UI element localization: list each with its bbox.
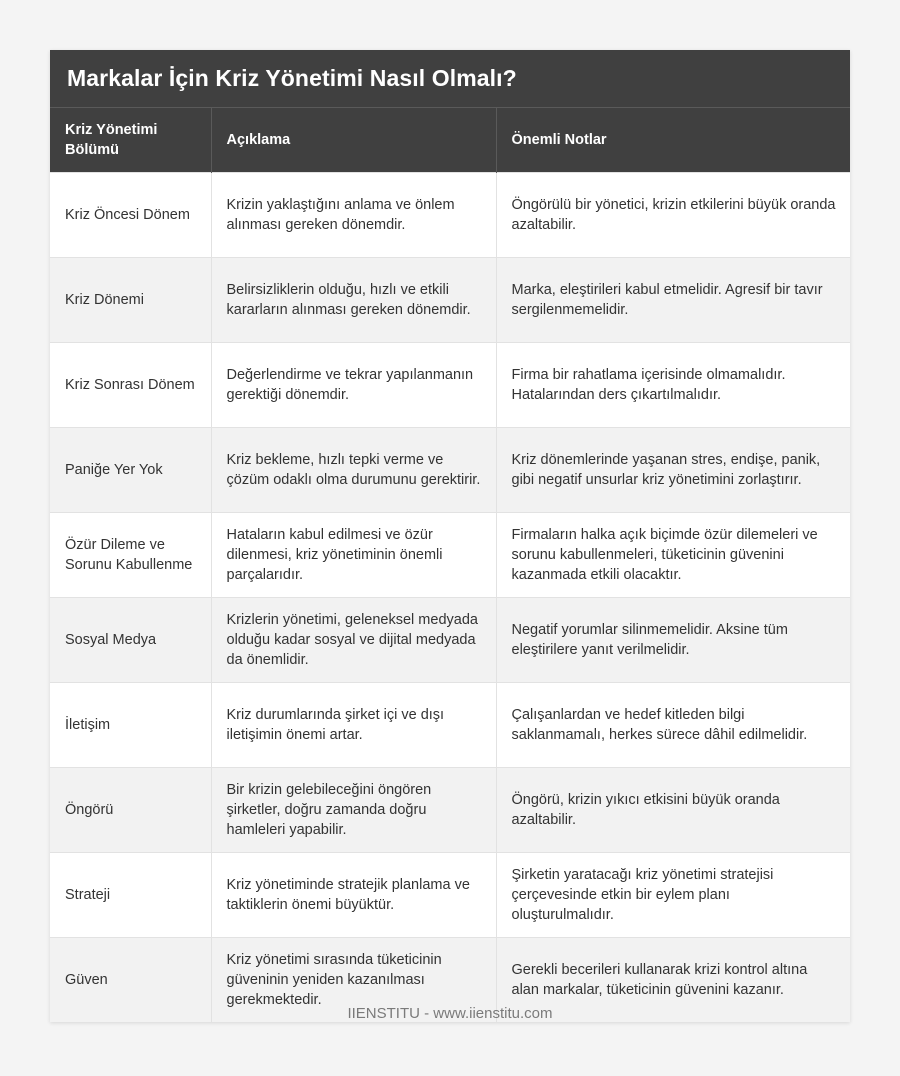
cell-notes: Şirketin yaratacağı kriz yönetimi stratejisi çerçevesinde etkin bir eylem planı oluşturulmalıdır. xyxy=(496,852,850,937)
table-header xyxy=(50,108,850,172)
crisis-management-table xyxy=(50,108,850,1022)
table-row xyxy=(50,767,850,852)
page-title: Markalar İçin Kriz Yönetimi Nasıl Olmalı? xyxy=(67,65,517,91)
cell-description: Kriz bekleme, hızlı tepki verme ve çözüm odaklı olma durumunu gerektirir. xyxy=(211,427,496,512)
table-row xyxy=(50,512,850,597)
footer-credit: IIENSTITU - www.iienstitu.com xyxy=(347,1005,553,1022)
cell-description: Belirsizliklerin olduğu, hızlı ve etkili kararların alınması gereken dönemdir. xyxy=(211,257,496,342)
table-row xyxy=(50,257,850,342)
cell-section: Kriz Sonrası Dönem xyxy=(50,342,211,427)
header-description: Açıklama xyxy=(211,108,496,172)
cell-notes: Firmaların halka açık biçimde özür dilemeleri ve sorunu kabullenmeleri, tüketicinin güvenini kazanmada etkili olacaktır. xyxy=(496,512,850,597)
cell-description: Krizin yaklaştığını anlama ve önlem alınması gereken dönemdir. xyxy=(211,172,496,257)
cell-notes: Gerekli becerileri kullanarak krizi kontrol altına alan markalar, tüketicinin güvenini kazanır. xyxy=(496,937,850,1022)
cell-section: Özür Dileme ve Sorunu Kabullenme xyxy=(50,512,211,597)
cell-description: Kriz durumlarında şirket içi ve dışı iletişimin önemi artar. xyxy=(211,682,496,767)
cell-description: Değerlendirme ve tekrar yapılanmanın gerektiği dönemdir. xyxy=(211,342,496,427)
cell-description: Kriz yönetimi sırasında tüketicinin güveninin yeniden kazanılması gerekmektedir. xyxy=(211,937,496,1022)
table-row xyxy=(50,682,850,767)
table-row xyxy=(50,427,850,512)
cell-description: Krizlerin yönetimi, geleneksel medyada olduğu kadar sosyal ve dijital medyada da önemlidir. xyxy=(211,597,496,682)
cell-section: Sosyal Medya xyxy=(50,597,211,682)
header-section: Kriz Yönetimi Bölümü xyxy=(50,108,211,172)
cell-section: Kriz Dönemi xyxy=(50,257,211,342)
cell-description: Kriz yönetiminde stratejik planlama ve taktiklerin önemi büyüktür. xyxy=(211,852,496,937)
header-notes: Önemli Notlar xyxy=(496,108,850,172)
cell-description: Hataların kabul edilmesi ve özür dilenmesi, kriz yönetiminin önemli parçalarıdır. xyxy=(211,512,496,597)
cell-notes: Kriz dönemlerinde yaşanan stres, endişe, panik, gibi negatif unsurlar kriz yönetimini zorlaştırır. xyxy=(496,427,850,512)
cell-section: Paniğe Yer Yok xyxy=(50,427,211,512)
table-row xyxy=(50,597,850,682)
cell-section: Güven xyxy=(50,937,211,1022)
cell-notes: Öngörü, krizin yıkıcı etkisini büyük oranda azaltabilir. xyxy=(496,767,850,852)
cell-notes: Negatif yorumlar silinmemelidir. Aksine tüm eleştirilere yanıt verilmelidir. xyxy=(496,597,850,682)
table-row xyxy=(50,852,850,937)
cell-section: Öngörü xyxy=(50,767,211,852)
crisis-management-card xyxy=(50,50,850,1022)
table-row xyxy=(50,172,850,257)
cell-section: İletişim xyxy=(50,682,211,767)
cell-notes: Firma bir rahatlama içerisinde olmamalıdır. Hatalarından ders çıkartılmalıdır. xyxy=(496,342,850,427)
cell-section: Strateji xyxy=(50,852,211,937)
cell-notes: Öngörülü bir yönetici, krizin etkilerini büyük oranda azaltabilir. xyxy=(496,172,850,257)
table-body xyxy=(50,172,850,1022)
title-bar xyxy=(50,50,850,108)
cell-notes: Marka, eleştirileri kabul etmelidir. Agresif bir tavır sergilenmemelidir. xyxy=(496,257,850,342)
cell-description: Bir krizin gelebileceğini öngören şirketler, doğru zamanda doğru hamleleri yapabilir. xyxy=(211,767,496,852)
table-row xyxy=(50,342,850,427)
cell-notes: Çalışanlardan ve hedef kitleden bilgi saklanmamalı, herkes sürece dâhil edilmelidir. xyxy=(496,682,850,767)
cell-section: Kriz Öncesi Dönem xyxy=(50,172,211,257)
